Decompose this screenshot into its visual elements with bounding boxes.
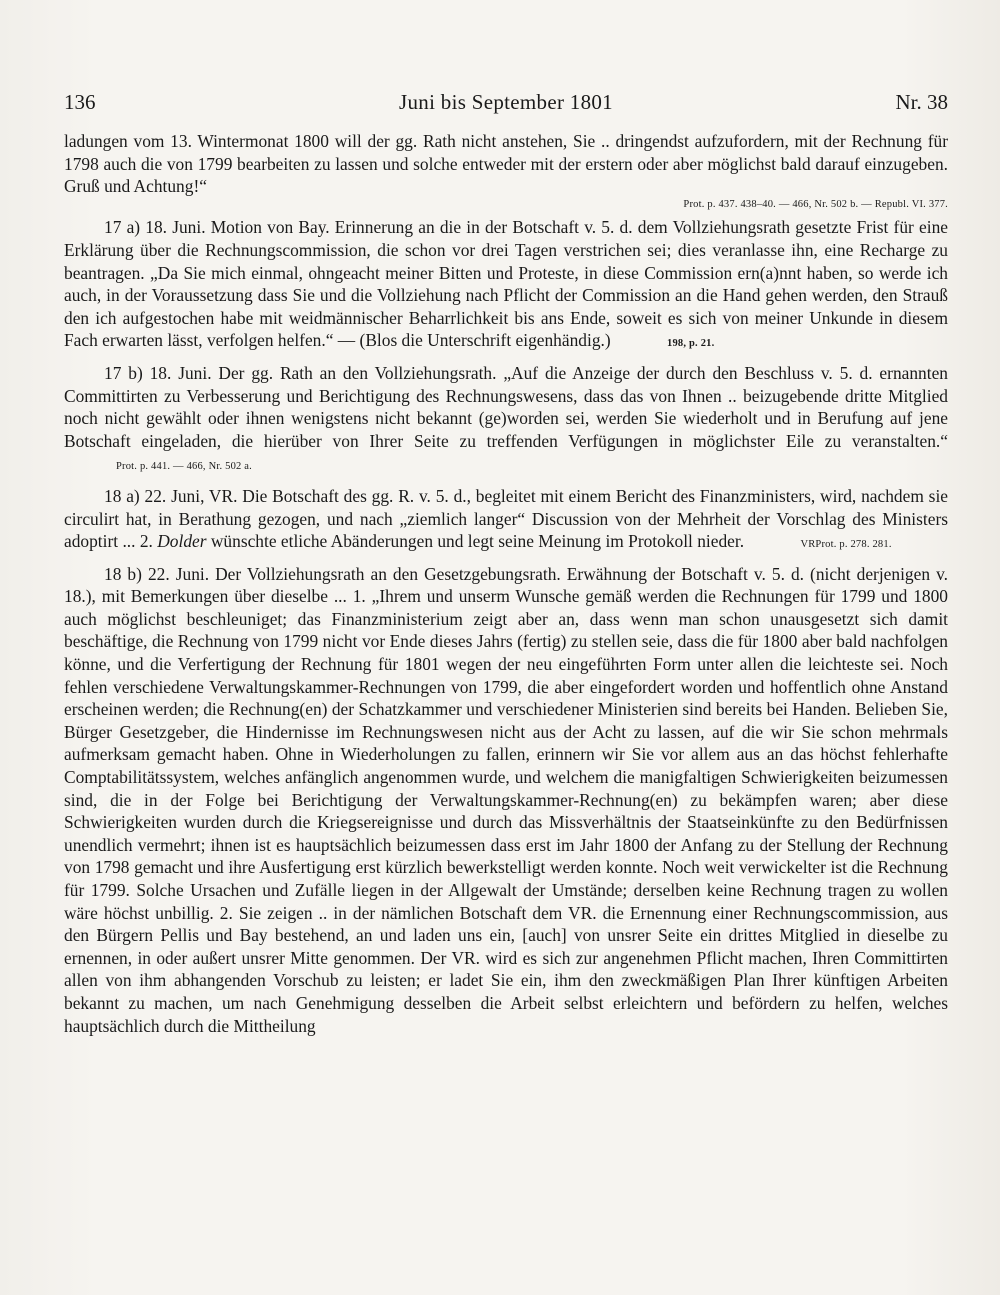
paragraph-continuation: [64, 130, 948, 198]
source-reference: 198, p. 21.: [667, 338, 715, 350]
paragraph-text: 17 a) 18. Juni. Motion von Bay. Erinnerung an die in der Botschaft v. 5. d. dem Vollziehungsrath gesetzte Frist für eine Erklärung über die Rechnungscommission, die schon vor drei Tagen verstrichen sei; dies veranlasse ihn, eine Recharge zu beantragen. „Da Sie mich einmal, ohngeacht meiner Bitten und Proteste, in diese Commission ern(a)nnt haben, so werde ich auch, in der Voraussetzung dass Sie und die Vollziehung nach Pflicht der Commission an die Hand gehen werden, den Strauß den ich aufgestochen habe mit weidmännischer Beharrlichkeit bis ans Ende, soweit es sich von meiner Unkunde in diesem Fach erwarten lässt, verfolgen helfen.“ — (Blos die Unterschrift eigenhändig.): [64, 217, 948, 351]
paragraph-text: wünschte etliche Abänderungen und legt seine Meinung im Protokoll nieder.: [210, 531, 745, 552]
source-reference: Prot. p. 441. — 466, Nr. 502 a.: [116, 461, 252, 473]
paragraph-17b: [64, 362, 948, 479]
source-reference: Prot. p. 437. 438–40. — 466, Nr. 502 b. — Republ. VI. 377.: [683, 198, 948, 210]
paragraph-text: ladungen vom 13. Wintermonat 1800 will der gg. Rath nicht anstehen, Sie .. dringendst aufzufordern, mit der Rechnung für 1798 auch die von 1799 bearbeiten zu lassen und solche entweder mit der erstern oder aber möglichst bald darauf einzugeben. Gruß und Achtung!“: [64, 131, 948, 197]
paragraph-18a: [64, 485, 948, 557]
paragraph-text: 18 a) 22. Juni, VR. Die Botschaft des gg. R. v. 5. d., begleitet mit einem Bericht des Finanzministers, wird, nachdem sie circulirt hat, in Berathung gezogen, und nach „ziemlich langer“ Discussion von der Mehrheit der Vorschlag des Ministers adoptirt ... 2.: [64, 485, 948, 552]
running-title: Juni bis September 1801: [399, 90, 613, 114]
source-reference: VRProt. p. 278. 281.: [800, 539, 892, 551]
paragraph-18b: [64, 563, 948, 1037]
document-number: Nr. 38: [895, 90, 948, 114]
italic-name: Dolder: [157, 531, 207, 552]
running-header: [64, 90, 948, 120]
page-number: 136: [64, 90, 96, 114]
paragraph-text: 17 b) 18. Juni. Der gg. Rath an den Vollziehungsrath. „Auf die Anzeige der durch den Beschluss v. 5. d. ernannten Committirten zu Verbesserung und Berichtigung des Rechnungswesens, dass das von Ihnen .. beizugebende dritte Mitglied noch nicht gewählt oder ihnen wenigstens nicht bekannt (ge)worden sei, werden Sie wiederholt und in Berufung auf jene Botschaft eingeladen, die hierüber von Ihrer Seite zu treffenden Verfügungen in möglichster Eile zu veranstalten.“: [64, 362, 948, 451]
document-body: [64, 130, 948, 1043]
paragraph-17a: [64, 216, 948, 356]
paragraph-text: 18 b) 22. Juni. Der Vollziehungsrath an den Gesetzgebungsrath. Erwähnung der Botschaft v. 5. d. (nicht derjenigen v. 18.), mit Bemerkungen über dieselbe ... 1. „Ihrem und unserm Wunsche gemäß werden die Rechnungen für 1799 und 1800 auch möglichst beschleuniget; das Finanzministerium zeigt aber an, dass wenn man schon unausgesetzt sich damit beschäftige, die Rechnung von 1799 nicht vor Ende dieses Jahrs (fertig) zu stellen seie, dass die für 1800 aber bald nachfolgen könne, und die Verfertigung der Rechnung für 1801 wegen der neu eingeführten Form unter allen die leichteste sei. Noch fehlen verschiedene Verwaltungskammer-Rechnungen von 1799, die aber eingefordert worden und hoffentlich ohne Anstand erscheinen werden; die Rechnung(en) der Schatzkammer und verschiedener Ministerien sind bereits bei Handen. Belieben Sie, Bürger Gesetzgeber, die Hindernisse im Rechnungswesen nicht aus der Acht zu lassen, auf die wir Sie schon mehrmals aufmerksam gemacht haben. Ohne in Wiederholungen zu fallen, erinnern wir Sie vor allem aus an das höchst fehlerhafte Comptabilitätssystem, welches anfänglich angenommen wurde, und welchem die manigfaltigen Schwierigkeiten beizumessen sind, die in der Folge bei Berichtigung der Verwaltungskammer-Rechnung(en) zu bekämpfen waren; aber diese Schwierigkeiten wurden durch die Kriegsereignisse und durch das Missverhältnis der Staatseinkünfte zu den Bedürfnissen unendlich vermehrt; ihnen ist es hauptsächlich beizumessen dass erst im Jahr 1800 der Anfang zu der Stellung der Rechnung von 1798 gemacht und ihre Ausfertigung erst kürzlich bewerkstelligt werden konnte. Noch weit verwickelter ist die Rechnung für 1799. Solche Ursachen und Zufälle liegen in der Allgewalt der Umstände; derselben keine Rechnung tragen zu wollen wäre höchst unbillig. 2. Sie zeigen .. in der nämlichen Botschaft dem VR. die Ernennung einer Rechnungscommission, aus den Bürgern Pellis und Bay bestehend, an und laden uns ein, [auch] von unsrer Seite ein drittes Mitglied in dieselbe zu ernennen, in oder außert unsrer Mitte genommen. Der VR. wird es sich zur angenehmen Pflicht machen, Ihren Committirten allen von ihm abhangenden Vorschub zu leisten; er ladet Sie ein, ihm den zweckmäßigen Plan Ihrer künftigen Arbeiten bekannt zu machen, um nach Genehmigung desselben die Arbeit selbst erleichtern und befördern zu helfen, welches hauptsächlich durch die Mittheilung: [64, 563, 948, 1036]
